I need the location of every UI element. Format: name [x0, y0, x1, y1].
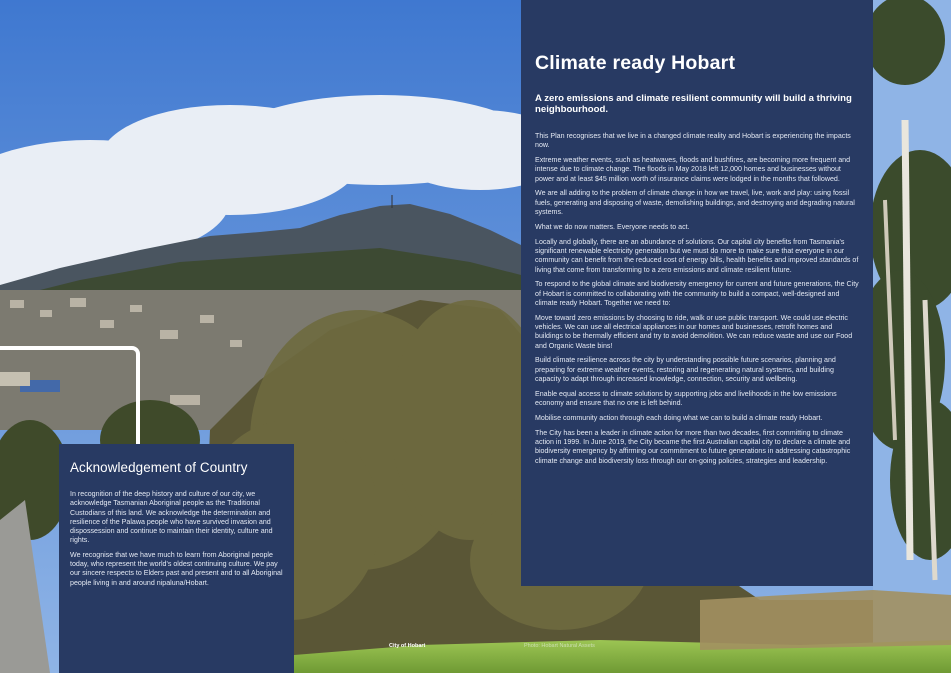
body-paragraph: To respond to the global climate and biodiversity emergency for current and future generations, the City of Hobart is committed to collaborating with the community to build a compact, well-designed and climate ready Hobart. Together we need to: [535, 280, 859, 307]
body-paragraph: This Plan recognises that we live in a changed climate reality and Hobart is experiencing the impacts now. [535, 132, 851, 150]
photo-credit: City of Hobart [389, 643, 426, 649]
body-paragraph: What we do now matters. Everyone needs to act. [535, 222, 690, 231]
body-paragraph: Enable equal access to climate solutions by supporting jobs and livelihoods in the low emissions economy and ensure that no one is left behind. [535, 389, 837, 408]
acknowledgement-panel [59, 444, 294, 673]
acknowledgement-title: Acknowledgement of Country [70, 460, 248, 475]
acknowledgement-paragraph: We recognise that we have much to learn from Aboriginal people today, who represent the world's oldest continuing culture. We pay our sincere respects to Elders past and present and to all Aboriginal people living in and around nipaluna/Hobart. [70, 550, 283, 587]
body-paragraph: We are all adding to the problem of climate change in how we travel, live, work and play: using fossil fuels, generating and disposing of waste, demolishing buildings, and destroying and degrading natural systems. [535, 189, 855, 217]
body-paragraph: Build climate resilience across the city by understanding possible future scenarios, planning and preparing for extreme weather events, restoring and regenerating natural systems, and building capacity to adapt through increased knowledge, connection, security and wellbeing. [535, 356, 836, 384]
photo-frame-corner [0, 346, 140, 446]
body-paragraph: Move toward zero emissions by choosing to ride, walk or use public transport. We could use electric vehicles. We can use all electrical appliances in our homes and businesses, retrofit homes and buildings to be thermally efficient and try to avoid demolition. We can reduce waste and use our Food and Organic Waste bins! [535, 313, 853, 350]
body-paragraph: The City has been a leader in climate action for more than two decades, first committing to climate action in 1999. In June 2019, the City became the first Australian capital city to declare a climate and biodiversity emergency by affirming our commitment to future generations in addressing catastrophic climate change and biodiversity loss through our on-going policies, strategies and leadership. [535, 428, 851, 465]
body-paragraph: Locally and globally, there are an abundance of solutions. Our capital city benefits from Tasmania's significant renewable electricity generation but we must do more to make sure that everyone in our community can benefit from the reduced cost of energy bills, health benefits and improved standards of living that come from transforming to a zero emissions and climate resilient future. [535, 237, 859, 274]
body-paragraph: Extreme weather events, such as heatwaves, floods and bushfires, are becoming more frequent and intense due to climate change. The floods in May 2018 left 12,000 homes and businesses without power and at least $45 million worth of insurance claims were lodged in the months that followed. [535, 156, 851, 183]
body-paragraph: Mobilise community action through each doing what we can to build a climate ready Hobart. [535, 413, 823, 422]
acknowledgement-paragraph: In recognition of the deep history and culture of our city, we acknowledge Tasmanian Aboriginal people as the Traditional Custodians of this land. We acknowledge the determination and resilience of the Palawa people who have survived invasion and dispossession and continue to maintain their identity, culture and rights. [70, 490, 273, 545]
page-subtitle: A zero emissions and climate resilient community will build a thriving neighbourhood. [535, 93, 852, 115]
climate-ready-panel [521, 0, 873, 586]
page-title: Climate ready Hobart [535, 52, 736, 74]
photo-location-caption: Photo: Hobart Natural Assets [524, 643, 595, 649]
